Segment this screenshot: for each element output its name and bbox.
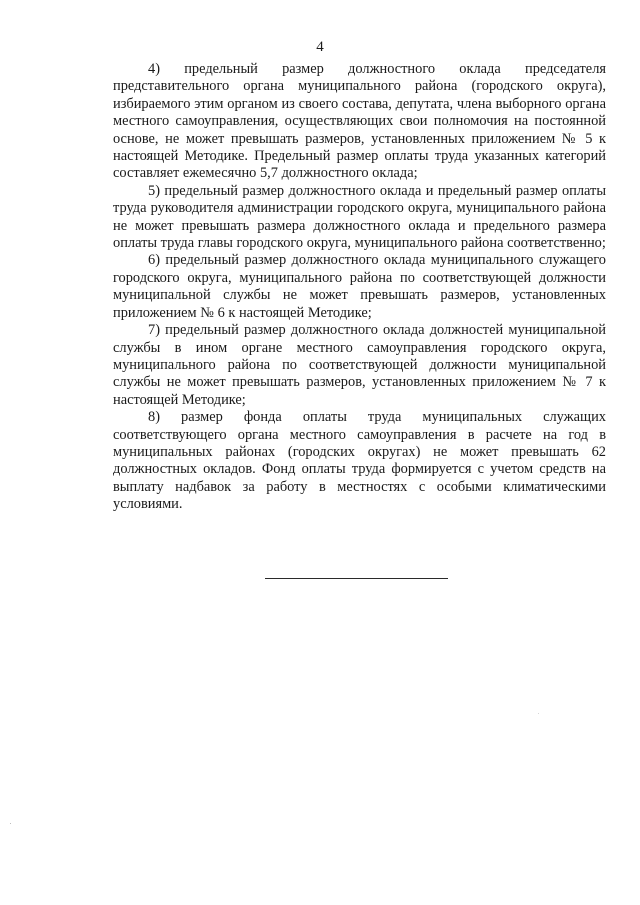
paragraph-item-5: 5) предельный размер должностного оклада и предельный размер оплаты труда руководителя администрации городского округа, муниципального района не может превышать размера должностного оклада и предельного размера оплаты труда главы городского округа, муниципального района соответственно; xyxy=(113,182,606,252)
paragraph-item-8: 8) размер фонда оплаты труда муниципальных служащих соответствующего органа местного самоуправления в расчете на год в муниципальных районах (городских округах) не может превышать 62 должностных окладов. Фонд оплаты труда формируется с учетом средств на выплату надбавок за работу в местностях с особыми климатическими условиями. xyxy=(113,409,606,513)
page-number: 4 xyxy=(316,39,324,55)
document-body xyxy=(113,61,606,514)
paragraph-item-6: 6) предельный размер должностного оклада муниципального служащего городского округа, муниципального района по соответствующей должности муниципальной службы не может превышать размеров, установленных приложением № 6 к настоящей Методике; xyxy=(113,252,606,321)
scan-speck xyxy=(10,823,11,824)
end-of-text-rule xyxy=(265,578,448,579)
paragraph-item-7: 7) предельный размер должностного оклада должностей муниципальной службы в ином органе местного самоуправления городского округа, муниципального района по соответствующей должности муниципальной службы не может превышать размеров, установленных приложением № 7 к настоящей Методике; xyxy=(113,322,606,408)
scan-speck xyxy=(538,713,539,714)
paragraph-item-4: 4) предельный размер должностного оклада председателя представительного органа муниципального района (городского округа), избираемого этим органом из своего состава, депутата, члена выборного органа местного самоуправления, осуществляющих свои полномочия на постоянной основе, не может превышать размеров, установленных приложением № 5 к настоящей Методике. Предельный размер оплаты труда указанных категорий составляет ежемесячно 5,7 должностного оклада; xyxy=(113,61,606,182)
